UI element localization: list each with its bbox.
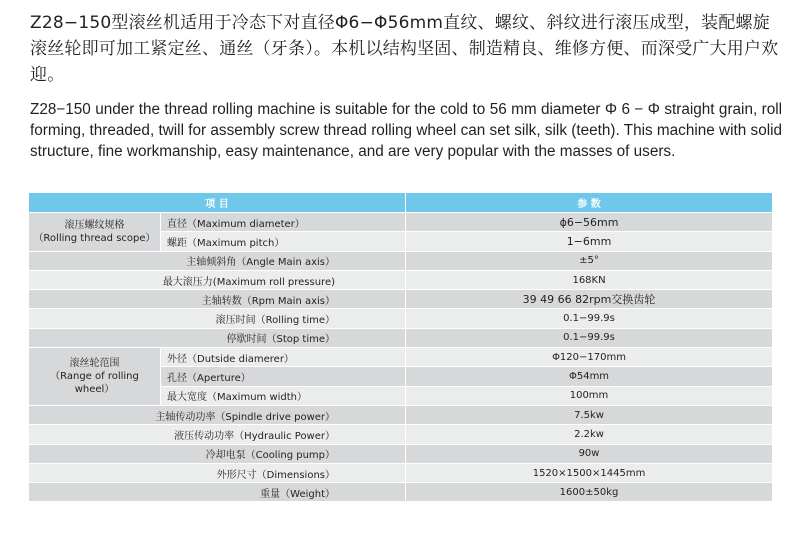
row-value: 7.5kw xyxy=(406,405,773,424)
table-row xyxy=(29,213,773,232)
table-row xyxy=(29,463,773,482)
row-label: 最大宽度（Maximum width） xyxy=(161,386,406,405)
row-label: 直径（Maximum diameter） xyxy=(161,213,406,232)
table-header xyxy=(29,193,773,213)
row-value: 1520×1500×1445mm xyxy=(406,463,773,482)
row-value: 168KN xyxy=(406,270,773,289)
row-value: 1−6mm xyxy=(406,232,773,251)
row-label: 外径（Dutside diamerer） xyxy=(161,348,406,367)
group-rolling-wheel xyxy=(29,348,161,406)
group-rolling-thread-label: 滚压螺纹规格 （Rolling thread scope） xyxy=(33,219,156,244)
row-value: 0.1−99.9s xyxy=(406,328,773,347)
row-value: 39 49 66 82rpm交换齿轮 xyxy=(406,290,773,309)
table-row xyxy=(29,309,773,328)
header-item: 项 目 xyxy=(29,193,406,213)
row-label: 冷却电泵（Cooling pump） xyxy=(29,444,406,463)
table-row xyxy=(29,425,773,444)
row-value: 90w xyxy=(406,444,773,463)
row-value: 2.2kw xyxy=(406,425,773,444)
row-value: 1600±50kg xyxy=(406,483,773,502)
header-param: 参 数 xyxy=(406,193,773,213)
group-rolling-wheel-label: 滚丝轮范围 （Range of rolling wheel） xyxy=(50,358,139,396)
row-label: 主轴传动功率（Spindle drive power） xyxy=(29,405,406,424)
row-label: 滚压时间（Rolling time） xyxy=(29,309,406,328)
row-value: Φ120−170mm xyxy=(406,348,773,367)
row-label: 最大滚压力(Maximum roll pressure) xyxy=(29,270,406,289)
group-rolling-thread xyxy=(29,213,161,252)
spec-table xyxy=(28,192,773,502)
table-row xyxy=(29,290,773,309)
row-label: 液压传动功率（Hydraulic Power） xyxy=(29,425,406,444)
intro-chinese: Z28−150型滚丝机适用于冷态下对直径Φ6−Φ56mm直纹、螺纹、斜纹进行滚压成型，装配螺旋滚丝轮即可加工紧定丝、通丝（牙条）。本机以结构坚固、制造精良、维修方便、而深受广大用户欢迎。 xyxy=(30,13,779,85)
table-row xyxy=(29,483,773,502)
row-value: ϕ6−56mm xyxy=(406,213,773,232)
row-label: 孔径（Aperture） xyxy=(161,367,406,386)
row-label: 停歇时间（Stop time） xyxy=(29,328,406,347)
row-value: 100mm xyxy=(406,386,773,405)
row-value: ±5° xyxy=(406,251,773,270)
table-row xyxy=(29,405,773,424)
table-row xyxy=(29,251,773,270)
intro-english: Z28−150 under the thread rolling machine is suitable for the cold to 56 mm diameter Φ 6 − Φ straight grain, roll forming, threaded, twill for assembly screw thread rolling wheel can set silk, silk (teeth). This machine with solid structure, fine workmanship, easy maintenance, and are very popular with the masses of users. xyxy=(30,101,782,160)
row-label: 主轴倾斜角（Angle Main axis） xyxy=(29,251,406,270)
table-row xyxy=(29,348,773,367)
row-label: 外形尺寸（Dimensions） xyxy=(29,463,406,482)
row-value: Φ54mm xyxy=(406,367,773,386)
row-label: 螺距（Maximum pitch） xyxy=(161,232,406,251)
row-label: 重量（Weight） xyxy=(29,483,406,502)
row-label: 主轴转数（Rpm Main axis） xyxy=(29,290,406,309)
table-row xyxy=(29,270,773,289)
table-row xyxy=(29,444,773,463)
row-value: 0.1−99.9s xyxy=(406,309,773,328)
table-row xyxy=(29,328,773,347)
